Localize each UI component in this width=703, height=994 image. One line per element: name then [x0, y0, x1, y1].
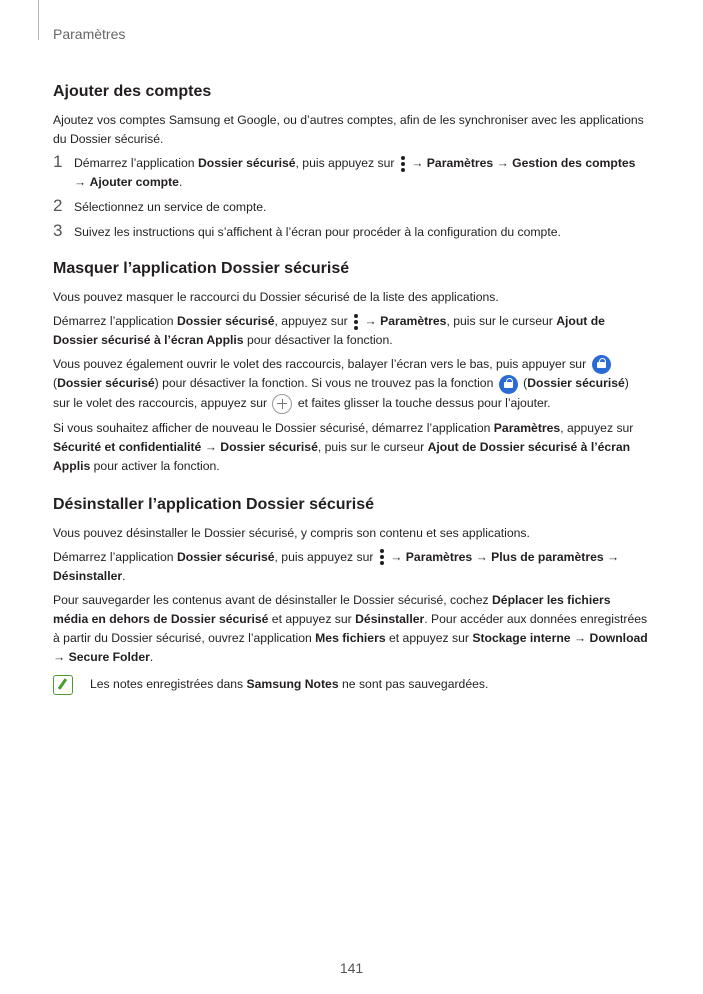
secure-folder-icon — [499, 375, 518, 394]
more-options-icon — [379, 548, 385, 566]
note-icon — [53, 675, 73, 695]
page-number: 141 — [339, 960, 364, 976]
secure-folder-icon — [592, 355, 611, 374]
step-number: 1 — [53, 152, 63, 171]
more-options-icon — [353, 313, 359, 331]
section-title-hide-app: Masquer l’application Dossier sécurisé — [53, 260, 350, 277]
step-item: 2 Sélectionnez un service de compte. — [53, 196, 267, 215]
paragraph: Si vous souhaitez afficher de nouveau le Dossier sécurisé, démarrez l’application Paramètres, appuyez sur Sécurité et confidentialité → Dossier sécurisé, puis sur le curseur Ajout de Dossier sécurisé à l’écran Applis pour activer la fonction. — [53, 420, 634, 473]
add-icon — [272, 394, 292, 414]
page-content — [53, 83, 648, 694]
more-options-icon — [400, 155, 406, 173]
header-rule — [38, 0, 39, 40]
section-intro: Ajoutez vos comptes Samsung et Google, ou d’autres comptes, afin de les synchroniser avec les applications du Dossier sécurisé. — [53, 113, 644, 146]
step-number: 3 — [53, 221, 63, 240]
step-item: 3 Suivez les instructions qui s’affichent à l’écran pour procéder à la configuration du compte. — [53, 221, 561, 240]
step-item: 1 Démarrez l’application Dossier sécurisé, puis appuyez sur → Paramètres → Gestion des comptes → Ajouter compte. — [53, 152, 636, 189]
paragraph: Vous pouvez également ouvrir le volet des raccourcis, balayer l’écran vers le bas, puis appuyer sur (Dossier sécurisé) pour désactiver la fonction. Si vous ne trouvez pas la fonction (Dossier sécurisé) sur le volet des raccourcis, appuyez sur et faites glisser la touche dessus pour l’ajouter. — [53, 355, 648, 414]
section-title-uninstall-app: Désinstaller l’application Dossier sécurisé — [53, 495, 375, 513]
steps-list — [53, 154, 648, 242]
paragraph: Démarrez l’application Dossier sécurisé, puis appuyez sur → Paramètres → Plus de paramètres → Désinstaller. — [53, 549, 620, 583]
paragraph: Pour sauvegarder les contenus avant de désinstaller le Dossier sécurisé, cochez Déplacer les fichiers média en dehors de Dossier sécurisé et appuyez sur Désinstaller. Pour accéder aux données enregistrées à partir du Dossier sécurisé, ouvrez l’application Mes fichiers et appuyez sur Stockage interne → Download → Secure Folder. — [53, 592, 648, 664]
paragraph: Vous pouvez désinstaller le Dossier sécurisé, y compris son contenu et ses applications. — [53, 525, 530, 540]
page-header: Paramètres — [53, 26, 126, 42]
paragraph: Démarrez l’application Dossier sécurisé, appuyez sur → Paramètres, puis sur le curseur Ajout de Dossier sécurisé à l’écran Applis pour désactiver la fonction. — [53, 314, 605, 347]
note: Les notes enregistrées dans Samsung Notes ne sont pas sauvegardées. — [53, 675, 648, 694]
step-number: 2 — [53, 196, 63, 215]
paragraph: Vous pouvez masquer le raccourci du Dossier sécurisé de la liste des applications. — [53, 290, 499, 304]
section-title-add-accounts: Ajouter des comptes — [53, 83, 212, 100]
